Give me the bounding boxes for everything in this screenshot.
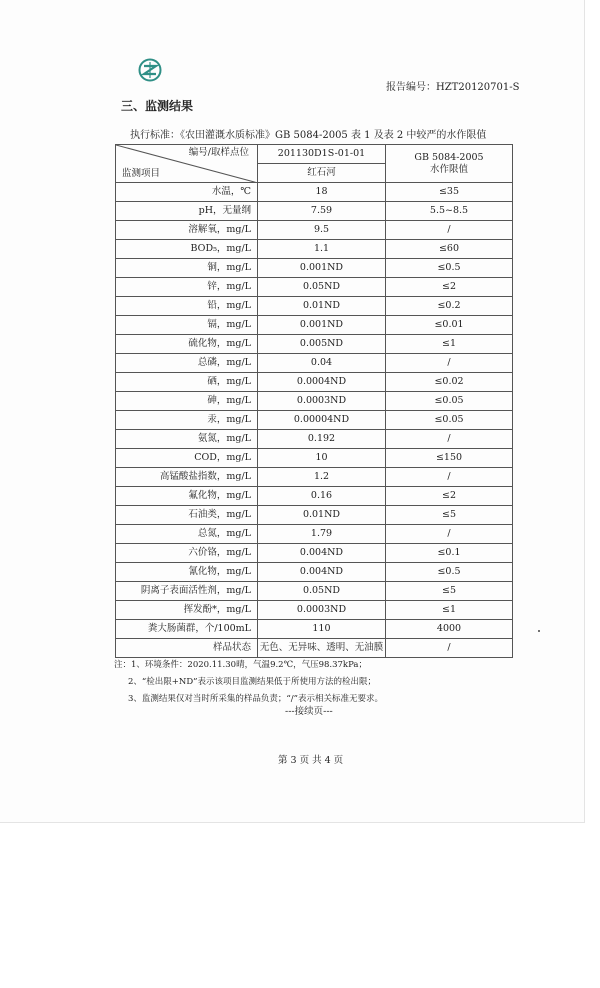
diagonal-header-cell <box>116 145 258 183</box>
result-value: 0.004ND <box>258 563 386 582</box>
item-name: 总磷，mg/L <box>116 354 258 373</box>
result-value: 9.5 <box>258 221 386 240</box>
result-value: 1.1 <box>258 240 386 259</box>
result-value: 0.004ND <box>258 544 386 563</box>
limit-value: ≤0.5 <box>386 259 513 278</box>
limit-value: ≤0.02 <box>386 373 513 392</box>
result-value: 10 <box>258 449 386 468</box>
table-row <box>116 278 513 297</box>
limit-value: / <box>386 354 513 373</box>
limit-value: / <box>386 468 513 487</box>
item-name: 挥发酚*，mg/L <box>116 601 258 620</box>
result-value: 0.05ND <box>258 278 386 297</box>
limit-value: ≤0.1 <box>386 544 513 563</box>
item-name: COD，mg/L <box>116 449 258 468</box>
table-row <box>116 335 513 354</box>
result-value: 0.04 <box>258 354 386 373</box>
result-value: 0.001ND <box>258 316 386 335</box>
limit-value: ≤5 <box>386 506 513 525</box>
item-name: 氰化物，mg/L <box>116 563 258 582</box>
limit-value: ≤150 <box>386 449 513 468</box>
result-value: 1.2 <box>258 468 386 487</box>
scan-speck <box>538 630 540 632</box>
table-row <box>116 525 513 544</box>
item-name: 水温，℃ <box>116 183 258 202</box>
standard-text: 执行标准：《农田灌溉水质标准》GB 5084-2005 表 1 及表 2 中较严的水作限值 <box>130 130 487 141</box>
table-row <box>116 183 513 202</box>
item-name: 粪大肠菌群，个/100mL <box>116 620 258 639</box>
result-value: 0.01ND <box>258 297 386 316</box>
standard-limit-header <box>386 145 513 183</box>
table-row <box>116 259 513 278</box>
item-name: 锌，mg/L <box>116 278 258 297</box>
limit-value: 5.5~8.5 <box>386 202 513 221</box>
limit-value: / <box>386 639 513 658</box>
note-2: 2、“检出限+ND”表示该项目监测结果低于所使用方法的检出限； <box>128 677 376 687</box>
result-value: 0.0003ND <box>258 601 386 620</box>
table-row <box>116 373 513 392</box>
table-header-row <box>116 145 513 164</box>
limit-value: ≤1 <box>386 335 513 354</box>
limit-value: 4000 <box>386 620 513 639</box>
table-row <box>116 582 513 601</box>
result-value: 0.005ND <box>258 335 386 354</box>
item-name: 阴离子表面活性剂，mg/L <box>116 582 258 601</box>
continued-marker: ---接续页--- <box>285 706 333 717</box>
table-row <box>116 563 513 582</box>
item-name: 铜，mg/L <box>116 259 258 278</box>
item-name: 铅，mg/L <box>116 297 258 316</box>
results-table <box>115 144 513 658</box>
result-value: 0.05ND <box>258 582 386 601</box>
result-value: 110 <box>258 620 386 639</box>
result-value: 0.192 <box>258 430 386 449</box>
result-value: 0.0004ND <box>258 373 386 392</box>
item-name: 砷，mg/L <box>116 392 258 411</box>
header-sample-point: 编号/取样点位 <box>188 147 249 158</box>
item-name: 六价铬，mg/L <box>116 544 258 563</box>
table-row <box>116 221 513 240</box>
item-name: 硫化物，mg/L <box>116 335 258 354</box>
table-row <box>116 240 513 259</box>
item-name: 高锰酸盐指数，mg/L <box>116 468 258 487</box>
table-row <box>116 202 513 221</box>
limit-value: ≤0.2 <box>386 297 513 316</box>
table-row <box>116 468 513 487</box>
item-name: 硒，mg/L <box>116 373 258 392</box>
company-logo-icon <box>138 58 162 82</box>
result-value: 0.0003ND <box>258 392 386 411</box>
item-name: 溶解氧，mg/L <box>116 221 258 240</box>
limit-value: ≤35 <box>386 183 513 202</box>
sample-site: 红石河 <box>258 164 386 183</box>
result-value: 18 <box>258 183 386 202</box>
table-row <box>116 487 513 506</box>
table-row <box>116 620 513 639</box>
limit-value: ≤0.01 <box>386 316 513 335</box>
limit-value: ≤0.05 <box>386 392 513 411</box>
page-number: 第 3 页 共 4 页 <box>278 755 344 766</box>
item-name: 样品状态 <box>116 639 258 658</box>
limit-value: ≤60 <box>386 240 513 259</box>
limit-value: ≤0.05 <box>386 411 513 430</box>
item-name: BOD₅，mg/L <box>116 240 258 259</box>
limit-value: / <box>386 525 513 544</box>
limit-value: / <box>386 221 513 240</box>
limit-value: ≤1 <box>386 601 513 620</box>
result-value: 0.16 <box>258 487 386 506</box>
limit-value: ≤5 <box>386 582 513 601</box>
limit-value: ≤2 <box>386 278 513 297</box>
table-row <box>116 449 513 468</box>
item-name: 氟化物，mg/L <box>116 487 258 506</box>
result-value: 1.79 <box>258 525 386 544</box>
item-name: pH，无量纲 <box>116 202 258 221</box>
standard-limit-label: 水作限值 <box>429 163 468 175</box>
table-row <box>116 297 513 316</box>
table-row <box>116 392 513 411</box>
item-name: 石油类，mg/L <box>116 506 258 525</box>
result-value: 0.00004ND <box>258 411 386 430</box>
table-row <box>116 544 513 563</box>
table-row <box>116 506 513 525</box>
note-3: 3、监测结果仅对当时所采集的样品负责；“/”表示相关标准无要求。 <box>128 694 383 704</box>
note-1: 注：1、环境条件：2020.11.30晴，气温9.2℃，气压98.37kPa； <box>114 660 367 670</box>
result-value: 0.01ND <box>258 506 386 525</box>
table-row <box>116 411 513 430</box>
item-name: 氨氮，mg/L <box>116 430 258 449</box>
item-name: 镉，mg/L <box>116 316 258 335</box>
section-title: 三、监测结果 <box>121 99 194 113</box>
table-row <box>116 639 513 658</box>
notes <box>114 657 383 708</box>
table-row <box>116 601 513 620</box>
sample-code: 201130D1S-01-01 <box>258 145 386 164</box>
table-row <box>116 354 513 373</box>
report-number: 报告编号：HZT20120701-S <box>386 82 520 93</box>
standard-code: GB 5084-2005 <box>414 151 484 163</box>
table-row <box>116 430 513 449</box>
header-item: 监测项目 <box>122 168 161 179</box>
table-row <box>116 316 513 335</box>
item-name: 总氮，mg/L <box>116 525 258 544</box>
result-value: 7.59 <box>258 202 386 221</box>
result-value: 无色、无异味、透明、无油膜 <box>258 639 386 658</box>
result-value: 0.001ND <box>258 259 386 278</box>
limit-value: ≤0.5 <box>386 563 513 582</box>
limit-value: ≤2 <box>386 487 513 506</box>
item-name: 汞，mg/L <box>116 411 258 430</box>
limit-value: / <box>386 430 513 449</box>
